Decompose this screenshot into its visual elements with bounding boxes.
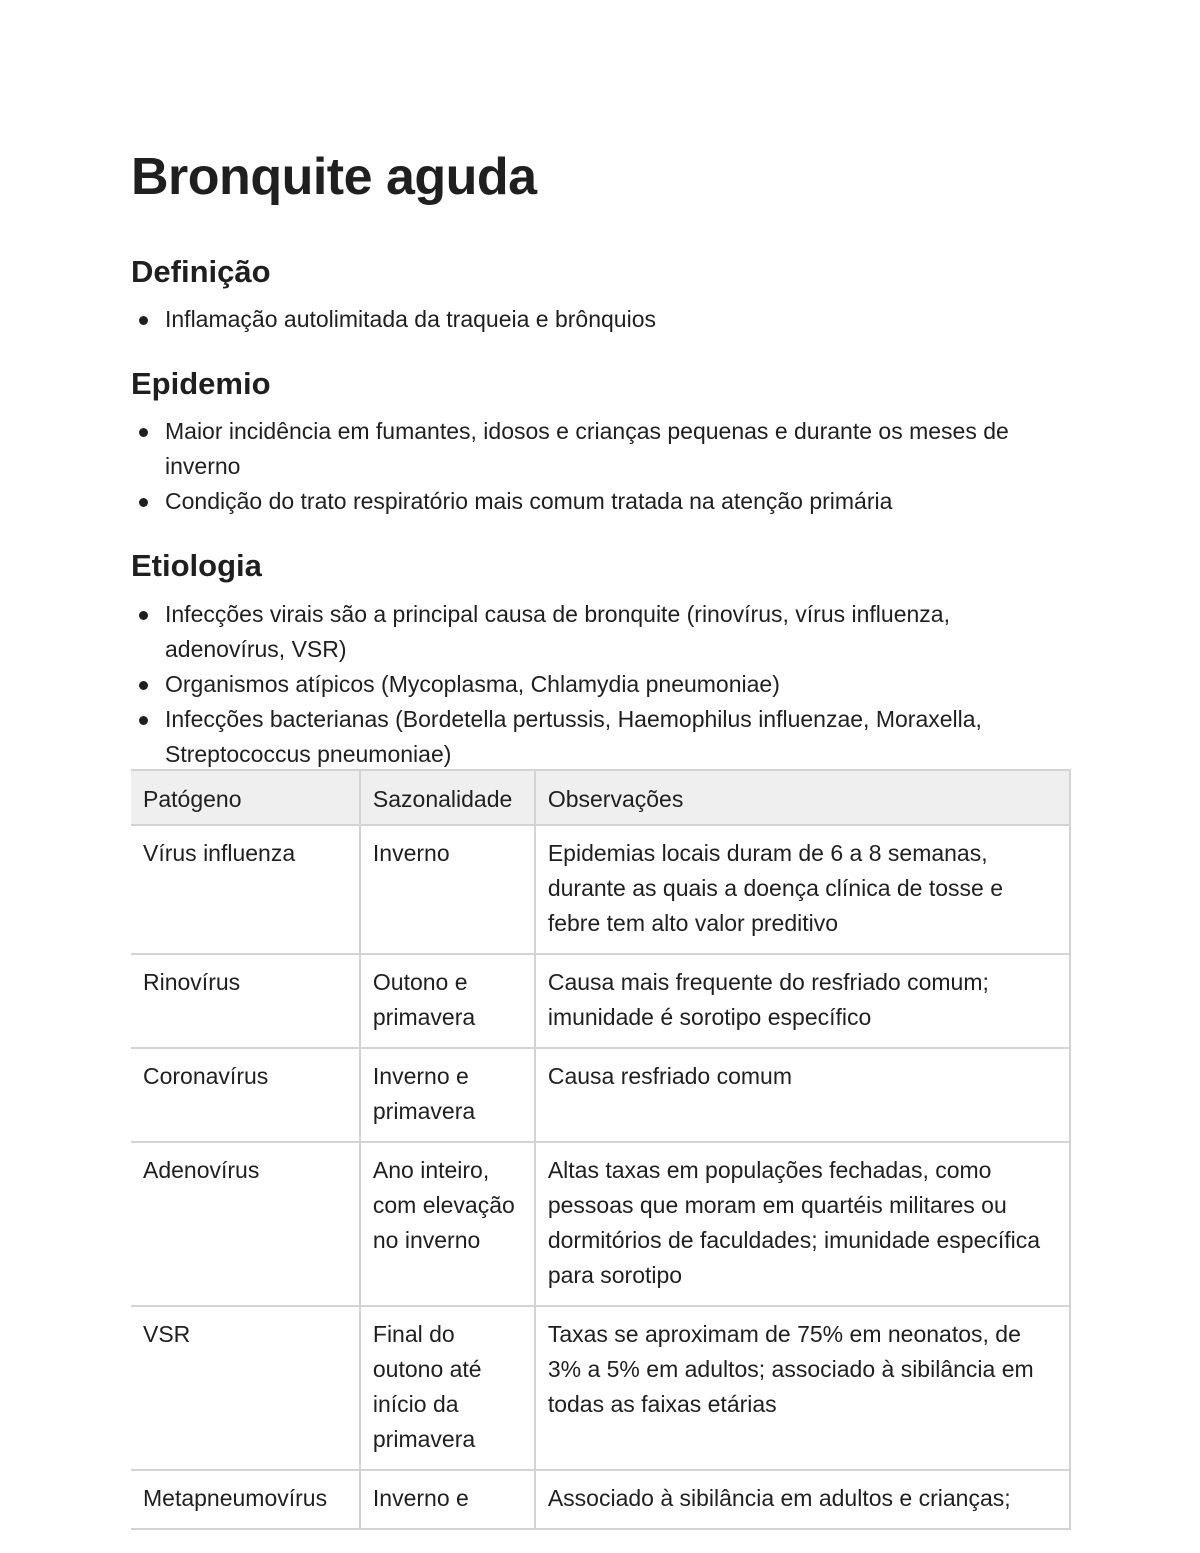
table-row <box>131 954 1070 1048</box>
pathogen-table <box>131 769 1071 1530</box>
table-row <box>131 1470 1070 1529</box>
list-item: Infecções bacterianas (Bordetella pertussis, Haemophilus influenzae, Moraxella, Streptococcus pneumoniae) <box>131 702 1071 772</box>
cell-patogeno: VSR <box>131 1306 360 1470</box>
cell-observacoes: Altas taxas em populações fechadas, como pessoas que moram em quartéis militares ou dormitórios de faculdades; imunidade específica para sorotipo <box>535 1142 1070 1306</box>
header-patogeno: Patógeno <box>131 770 360 825</box>
cell-patogeno: Coronavírus <box>131 1048 360 1142</box>
bullet-icon <box>139 716 148 725</box>
table-row <box>131 825 1070 954</box>
definicao-list <box>131 302 1071 337</box>
cell-patogeno: Vírus influenza <box>131 825 360 954</box>
cell-observacoes: Causa mais frequente do resfriado comum; imunidade é sorotipo específico <box>535 954 1070 1048</box>
cell-sazonalidade: Outono e primavera <box>360 954 535 1048</box>
page-title: Bronquite aguda <box>131 148 537 206</box>
header-observacoes: Observações <box>535 770 1070 825</box>
cell-patogeno: Adenovírus <box>131 1142 360 1306</box>
cell-patogeno: Rinovírus <box>131 954 360 1048</box>
cell-sazonalidade: Final do outono até início da primavera <box>360 1306 535 1470</box>
cell-sazonalidade: Ano inteiro, com elevação no inverno <box>360 1142 535 1306</box>
cell-sazonalidade: Inverno e primavera <box>360 1048 535 1142</box>
table-row <box>131 1048 1070 1142</box>
section-heading-definicao: Definição <box>131 254 271 289</box>
table-header-row <box>131 770 1070 825</box>
etiologia-list <box>131 597 1071 772</box>
bullet-icon <box>139 316 148 325</box>
list-item: Condição do trato respiratório mais comum tratada na atenção primária <box>131 484 1071 519</box>
table-row <box>131 1142 1070 1306</box>
list-item: Organismos atípicos (Mycoplasma, Chlamydia pneumoniae) <box>131 667 1071 702</box>
section-heading-epidemio: Epidemio <box>131 366 271 401</box>
cell-sazonalidade: Inverno e <box>360 1470 535 1529</box>
cell-observacoes: Associado à sibilância em adultos e crianças; <box>535 1470 1070 1529</box>
document-page <box>131 0 1071 1553</box>
section-heading-etiologia: Etiologia <box>131 548 262 583</box>
epidemio-list <box>131 414 1071 519</box>
cell-observacoes: Epidemias locais duram de 6 a 8 semanas, durante as quais a doença clínica de tosse e febre tem alto valor preditivo <box>535 825 1070 954</box>
cell-observacoes: Taxas se aproximam de 75% em neonatos, de 3% a 5% em adultos; associado à sibilância em todas as faixas etárias <box>535 1306 1070 1470</box>
cell-sazonalidade: Inverno <box>360 825 535 954</box>
cell-patogeno: Metapneumovírus <box>131 1470 360 1529</box>
bullet-icon <box>139 611 148 620</box>
bullet-icon <box>139 428 148 437</box>
bullet-icon <box>139 681 148 690</box>
bullet-icon <box>139 498 148 507</box>
list-item: Infecções virais são a principal causa de bronquite (rinovírus, vírus influenza, adenovírus, VSR) <box>131 597 1071 667</box>
cell-observacoes: Causa resfriado comum <box>535 1048 1070 1142</box>
list-item: Inflamação autolimitada da traqueia e brônquios <box>131 302 1071 337</box>
header-sazonalidade: Sazonalidade <box>360 770 535 825</box>
list-item: Maior incidência em fumantes, idosos e crianças pequenas e durante os meses de inverno <box>131 414 1071 484</box>
table-row <box>131 1306 1070 1470</box>
